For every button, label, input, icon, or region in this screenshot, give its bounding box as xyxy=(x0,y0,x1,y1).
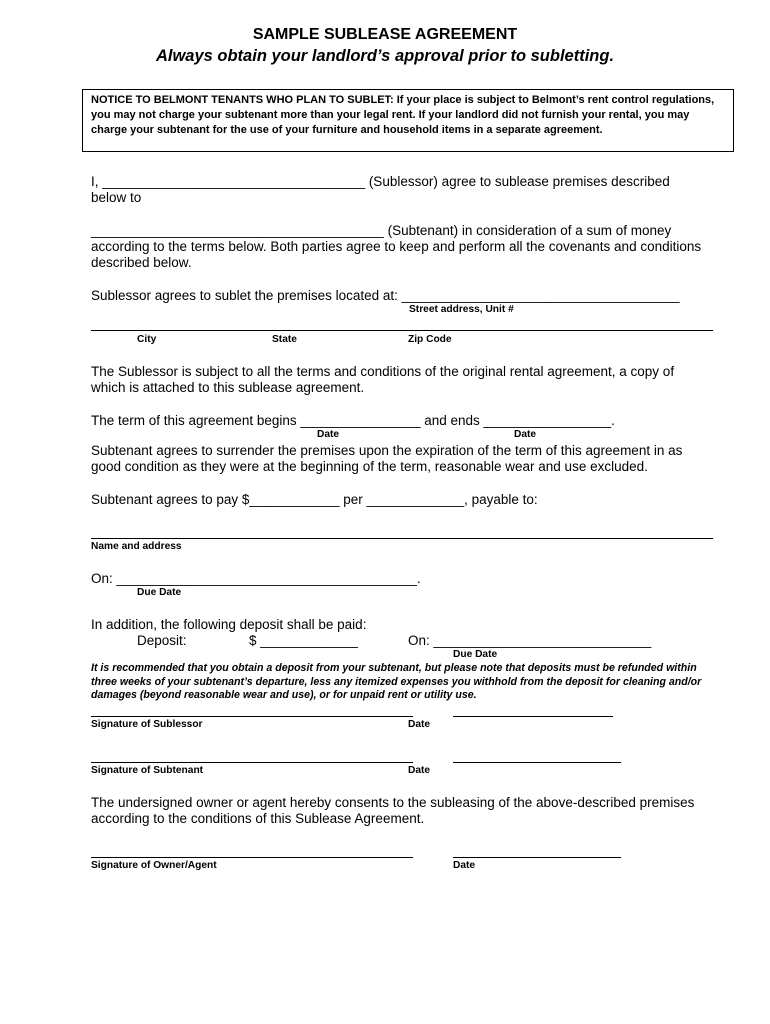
owner-date-label: Date xyxy=(453,860,476,871)
city-state-zip-blank[interactable] xyxy=(91,330,713,331)
subtenant-line-2: according to the terms below. Both parties agree to keep and perform all the covenants and conditions xyxy=(91,239,702,254)
deposit-amount-blank[interactable]: $ _____________ xyxy=(249,633,358,648)
deposit-label: Deposit: xyxy=(137,633,187,648)
term-line[interactable]: The term of this agreement begins ________________ and ends _________________. xyxy=(91,413,615,428)
subtenant-date-blank[interactable] xyxy=(453,762,621,763)
street-address-label: Street address, Unit # xyxy=(409,304,514,315)
subtenant-text: (Subtenant) in consideration of a sum of money xyxy=(387,223,672,238)
state-label: State xyxy=(272,334,297,345)
surrender-line-2: good condition as they were at the beginning of the term, reasonable wear and use excluded. xyxy=(91,459,648,474)
subtenant-date-label: Date xyxy=(408,765,431,776)
deposit-intro: In addition, the following deposit shall be paid: xyxy=(91,617,367,632)
payment-line[interactable]: Subtenant agrees to pay $____________ per _____________, payable to: xyxy=(91,492,538,507)
term-end-date-label: Date xyxy=(514,429,537,440)
sublessor-date-label: Date xyxy=(408,719,431,730)
sublessor-signature-blank[interactable] xyxy=(91,716,413,717)
original-agreement-line-2: which is attached to this sublease agreement. xyxy=(91,380,365,395)
deposit-on-line[interactable]: On: _____________________________ xyxy=(408,633,652,648)
original-agreement-line-1: The Sublessor is subject to all the terms and conditions of the original rental agreement, a copy of xyxy=(91,364,675,379)
owner-signature-blank[interactable] xyxy=(91,857,413,858)
subtenant-line xyxy=(91,223,671,239)
sublessor-text: (Sublessor) agree to sublease premises described xyxy=(368,174,670,189)
city-label: City xyxy=(137,334,157,345)
sublessor-name-blank[interactable]: I, ___________________________________ xyxy=(91,174,366,189)
sublessor-date-blank[interactable] xyxy=(453,716,613,717)
sublessor-line-2: below to xyxy=(91,190,142,205)
subtenant-name-blank[interactable]: _______________________________________ xyxy=(91,223,384,238)
surrender-line-1: Subtenant agrees to surrender the premises upon the expiration of the term of this agreement in as xyxy=(91,443,683,458)
payee-blank[interactable] xyxy=(91,538,713,539)
subtenant-line-3: described below. xyxy=(91,255,192,270)
name-and-address-label: Name and address xyxy=(91,541,182,552)
deposit-note: It is recommended that you obtain a deposit from your subtenant, but please note that deposits must be refunded within three weeks of your subtenant’s departure, less any itemized expenses you withhold from the deposit for cleaning and/or damages (beyond reasonable wear and use), or for unpaid rent or utility use. xyxy=(91,662,702,701)
consent-line-2: according to the conditions of this Sublease Agreement. xyxy=(91,811,425,826)
payment-on-line[interactable]: On: ________________________________________. xyxy=(91,571,421,586)
notice-box: NOTICE TO BELMONT TENANTS WHO PLAN TO SUBLET: If your place is subject to Belmont’s rent control regulations, you may not charge your subtenant more than your legal rent. If your landlord did not furnish your rental, you may charge your subtenant for the use of your furniture and household items in a separate agreement. xyxy=(82,89,734,152)
owner-signature-label: Signature of Owner/Agent xyxy=(91,860,217,871)
page-title: SAMPLE SUBLEASE AGREEMENT xyxy=(252,26,518,43)
deposit-due-date-label: Due Date xyxy=(453,649,498,660)
subtenant-signature-blank[interactable] xyxy=(91,762,413,763)
payment-due-date-label: Due Date xyxy=(137,587,182,598)
zip-label: Zip Code xyxy=(408,334,452,345)
page-subtitle: Always obtain your landlord’s approval prior to subletting. xyxy=(155,47,615,65)
premises-line[interactable]: Sublessor agrees to sublet the premises located at: _____________________________________ xyxy=(91,288,680,303)
sublessor-line xyxy=(91,174,670,190)
term-begin-date-label: Date xyxy=(317,429,340,440)
sublessor-signature-label: Signature of Sublessor xyxy=(91,719,203,730)
subtenant-signature-label: Signature of Subtenant xyxy=(91,765,204,776)
consent-line-1: The undersigned owner or agent hereby consents to the subleasing of the above-described premises xyxy=(91,795,695,810)
owner-date-blank[interactable] xyxy=(453,857,621,858)
